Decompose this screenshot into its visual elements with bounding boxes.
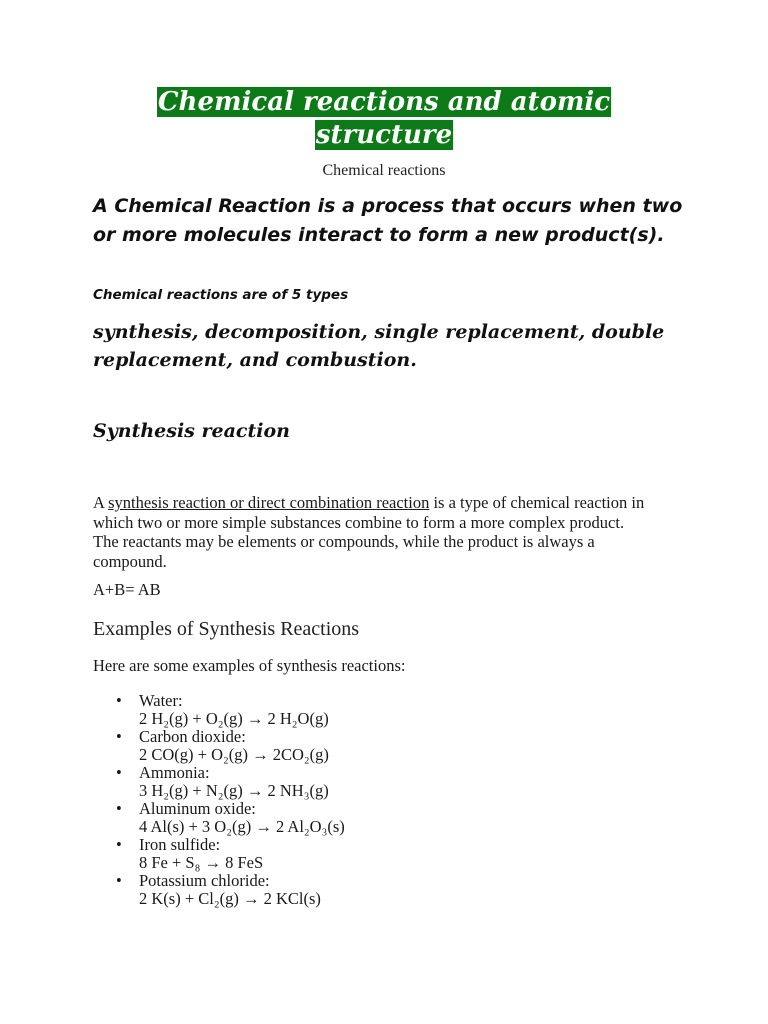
example-equation: 8 Fe + S₈ → 8 FeS — [139, 853, 264, 872]
paragraph-lead: A — [93, 493, 109, 512]
example-name: Ammonia: — [139, 763, 210, 782]
bullet-icon: • — [116, 835, 122, 854]
types-heading: Chemical reactions are of 5 types — [93, 287, 349, 303]
example-name: Water: — [139, 691, 183, 710]
reaction-types-list: synthesis, decomposition, single replacement, double replacement, and combustion. — [93, 321, 665, 371]
subtitle: Chemical reactions — [322, 162, 446, 179]
example-name: Carbon dioxide: — [139, 727, 246, 746]
synthesis-link-text: synthesis reaction or direct combination reaction — [108, 493, 430, 512]
examples-list — [116, 692, 616, 908]
bullet-icon: • — [116, 871, 122, 890]
definition-text: A Chemical Reaction is a process that occurs when two or more molecules interact to form a new product(s). — [93, 195, 683, 246]
example-equation: 2 K(s) + Cl₂(g) → 2 KCl(s) — [139, 889, 321, 908]
list-item — [116, 872, 616, 908]
example-name: Aluminum oxide: — [139, 799, 256, 818]
list-item — [116, 836, 616, 872]
page-title — [0, 86, 768, 152]
page-title-line-1: Chemical reactions and atomic — [157, 87, 611, 117]
bullet-icon: • — [116, 799, 122, 818]
general-formula: A+B= AB — [93, 580, 161, 599]
example-equation: 3 H₂(g) + N₂(g) → 2 NH₃(g) — [139, 781, 329, 800]
section-heading-synthesis: Synthesis reaction — [93, 420, 290, 442]
examples-intro: Here are some examples of synthesis reactions: — [93, 656, 406, 675]
bullet-icon: • — [116, 763, 122, 782]
example-equation: 2 H₂(g) + O₂(g) → 2 H₂O(g) — [139, 709, 329, 728]
list-item — [116, 692, 616, 728]
list-item — [116, 764, 616, 800]
example-name: Potassium chloride: — [139, 871, 270, 890]
synthesis-paragraph — [93, 493, 653, 571]
example-name: Iron sulfide: — [139, 835, 221, 854]
bullet-icon: • — [116, 691, 122, 710]
list-item — [116, 800, 616, 836]
bullet-icon: • — [116, 727, 122, 746]
example-equation: 2 CO(g) + O₂(g) → 2CO₂(g) — [139, 745, 329, 764]
examples-heading: Examples of Synthesis Reactions — [93, 618, 360, 640]
example-equation: 4 Al(s) + 3 O₂(g) → 2 Al₂O₃(s) — [139, 817, 345, 836]
list-item — [116, 728, 616, 764]
paragraph-body: is a type of chemical reaction in which two or more simple substances combine to form a more complex product. The reactants may be elements or compounds, while the product is always a compound. — [93, 493, 645, 571]
page-title-line-2: structure — [315, 120, 453, 150]
